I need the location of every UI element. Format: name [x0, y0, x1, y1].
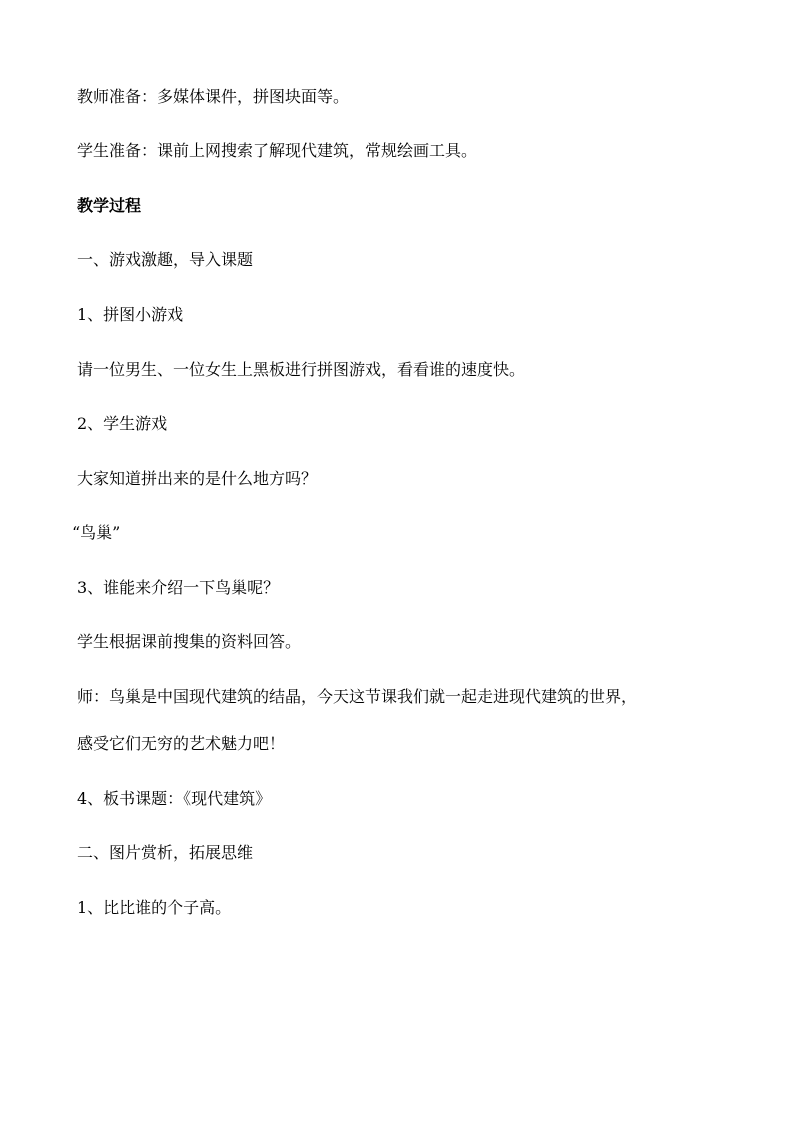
puzzle-instructions: 请一位男生、一位女生上黑板进行拼图游戏，看看谁的速度快。 — [77, 360, 526, 379]
item-1-height-compare: 1、比比谁的个子高。 — [77, 898, 232, 917]
question-what-place: 大家知道拼出来的是什么地方吗？ — [77, 469, 318, 488]
item-2-student-game: 2、学生游戏 — [77, 414, 168, 433]
answer-birds-nest: “鸟巢” — [72, 523, 121, 542]
section-heading-teaching-process: 教学过程 — [77, 196, 142, 215]
teacher-preparation: 教师准备：多媒体课件，拼图块面等。 — [77, 87, 350, 106]
teacher-remark-line-2: 感受它们无穷的艺术魅力吧！ — [77, 734, 286, 753]
student-preparation: 学生准备：课前上网搜索了解现代建筑，常规绘画工具。 — [77, 141, 478, 160]
item-3-introduce: 3、谁能来介绍一下鸟巢呢？ — [77, 578, 280, 597]
teacher-remark-line-1: 师：鸟巢是中国现代建筑的结晶，今天这节课我们就一起走进现代建筑的世界， — [77, 687, 638, 706]
section-one-heading: 一、游戏激趣，导入课题 — [77, 250, 254, 269]
student-answer: 学生根据课前搜集的资料回答。 — [77, 632, 302, 651]
item-4-board-title: 4、板书课题：《现代建筑》 — [77, 789, 272, 808]
item-1-puzzle-game: 1、拼图小游戏 — [77, 305, 184, 324]
section-two-heading: 二、图片赏析，拓展思维 — [77, 843, 254, 862]
